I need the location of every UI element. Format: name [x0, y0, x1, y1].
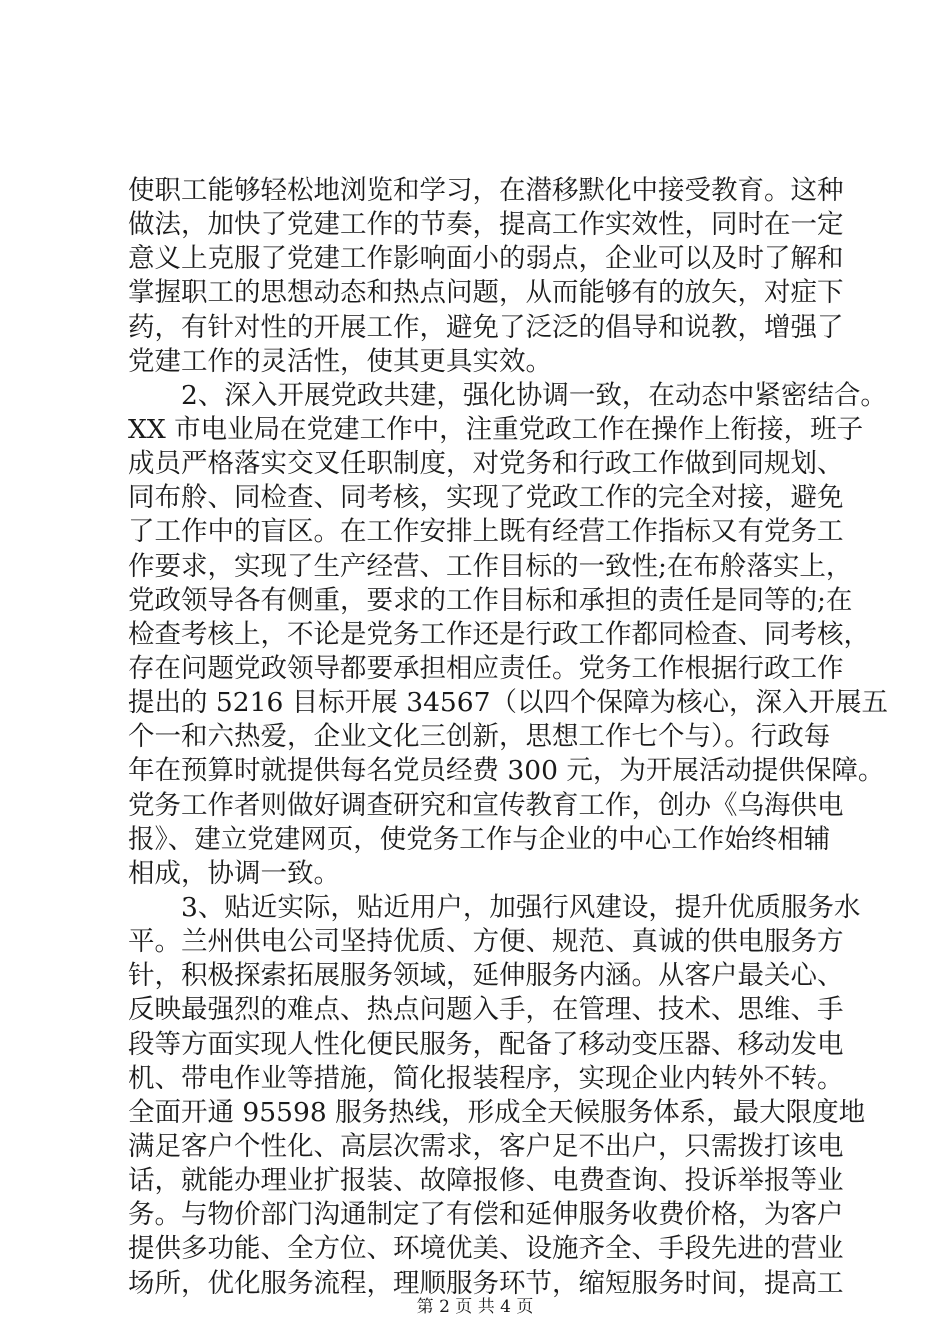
page-number: 第 2 页 共 4 页: [416, 1297, 534, 1317]
text-line: 党务工作者则做好调查研究和宣传教育工作，创办《乌海供电: [128, 789, 844, 821]
text-line: 提供多功能、全方位、环境优美、设施齐全、手段先进的营业: [128, 1233, 844, 1265]
text-line: 机、带电作业等措施，简化报装程序，实现企业内转外不转。: [128, 1062, 844, 1094]
text-line: 年在预算时就提供每名党员经费 300 元，为开展活动提供保障。: [128, 755, 885, 787]
text-line: 党建工作的灵活性，使其更具实效。: [128, 345, 552, 377]
text-line: 了工作中的盲区。在工作安排上既有经营工作指标又有党务工: [128, 516, 844, 548]
text-line: 检查考核上，不论是党务工作还是行政工作都同检查、同考核，: [128, 618, 870, 650]
text-line: 意义上克服了党建工作影响面小的弱点，企业可以及时了解和: [128, 243, 844, 275]
text-line: 针，积极探索拓展服务领域，延伸服务内涵。从客户最关心、: [128, 960, 844, 992]
text-line: 段等方面实现人性化便民服务，配备了移动变压器、移动发电: [128, 1028, 844, 1060]
text-line: 同布舲、同检查、同考核，实现了党政工作的完全对接，避免: [128, 482, 844, 514]
text-line: 场所，优化服务流程，理顺服务环节，缩短服务时间，提高工: [128, 1267, 844, 1299]
text-line: 个一和六热爱，企业文化三创新，思想工作七个与）。行政每: [128, 721, 831, 753]
section-heading-line: 3、贴近实际，贴近用户，加强行风建设，提升优质服务水: [181, 891, 861, 923]
text-line: 作要求，实现了生产经营、工作目标的一致性;在布舲落实上，: [128, 550, 853, 582]
text-line: XX 市电业局在党建工作中，注重党政工作在操作上衔接，班子: [128, 413, 864, 445]
text-line: 掌握职工的思想动态和热点问题，从而能够有的放矢，对症下: [128, 277, 844, 309]
text-line: 提出的 5216 目标开展 34567（以四个保障为核心，深入开展五: [128, 687, 889, 719]
text-line: 药，有针对性的开展工作，避免了泛泛的倡导和说教，增强了: [128, 311, 844, 343]
text-line: 相成，协调一致。: [128, 857, 340, 889]
page-footer: [0, 1296, 950, 1318]
text-line: 报》、建立党建网页，使党务工作与企业的中心工作始终相辅: [128, 823, 831, 855]
text-line: 满足客户个性化、高层次需求，客户足不出户，只需拨打该电: [128, 1130, 844, 1162]
text-line: 做法，加快了党建工作的节奏，提高工作实效性，同时在一定: [128, 209, 844, 241]
text-line: 全面开通 95598 服务热线，形成全天候服务体系，最大限度地: [128, 1096, 866, 1128]
text-line: 反映最强烈的难点、热点问题入手，在管理、技术、思维、手: [128, 994, 844, 1026]
text-line: 平。兰州供电公司坚持优质、方便、规范、真诚的供电服务方: [128, 926, 844, 958]
document-body: [128, 174, 889, 1301]
section-heading-line: 2、深入开展党政共建，强化协调一致，在动态中紧密结合。: [181, 379, 887, 411]
text-line: 存在问题党政领导都要承担相应责任。党务工作根据行政工作: [128, 652, 844, 684]
text-line: 使职工能够轻松地浏览和学习，在潜移默化中接受教育。这种: [128, 175, 844, 206]
text-line: 成员严格落实交叉任职制度，对党务和行政工作做到同规划、: [128, 448, 844, 480]
text-line: 党政领导各有侧重，要求的工作目标和承担的责任是同等的;在: [128, 584, 853, 616]
text-line: 话，就能办理业扩报装、故障报修、电费查询、投诉举报等业: [128, 1165, 844, 1197]
text-line: 务。与物价部门沟通制定了有偿和延伸服务收费价格，为客户: [128, 1199, 844, 1231]
